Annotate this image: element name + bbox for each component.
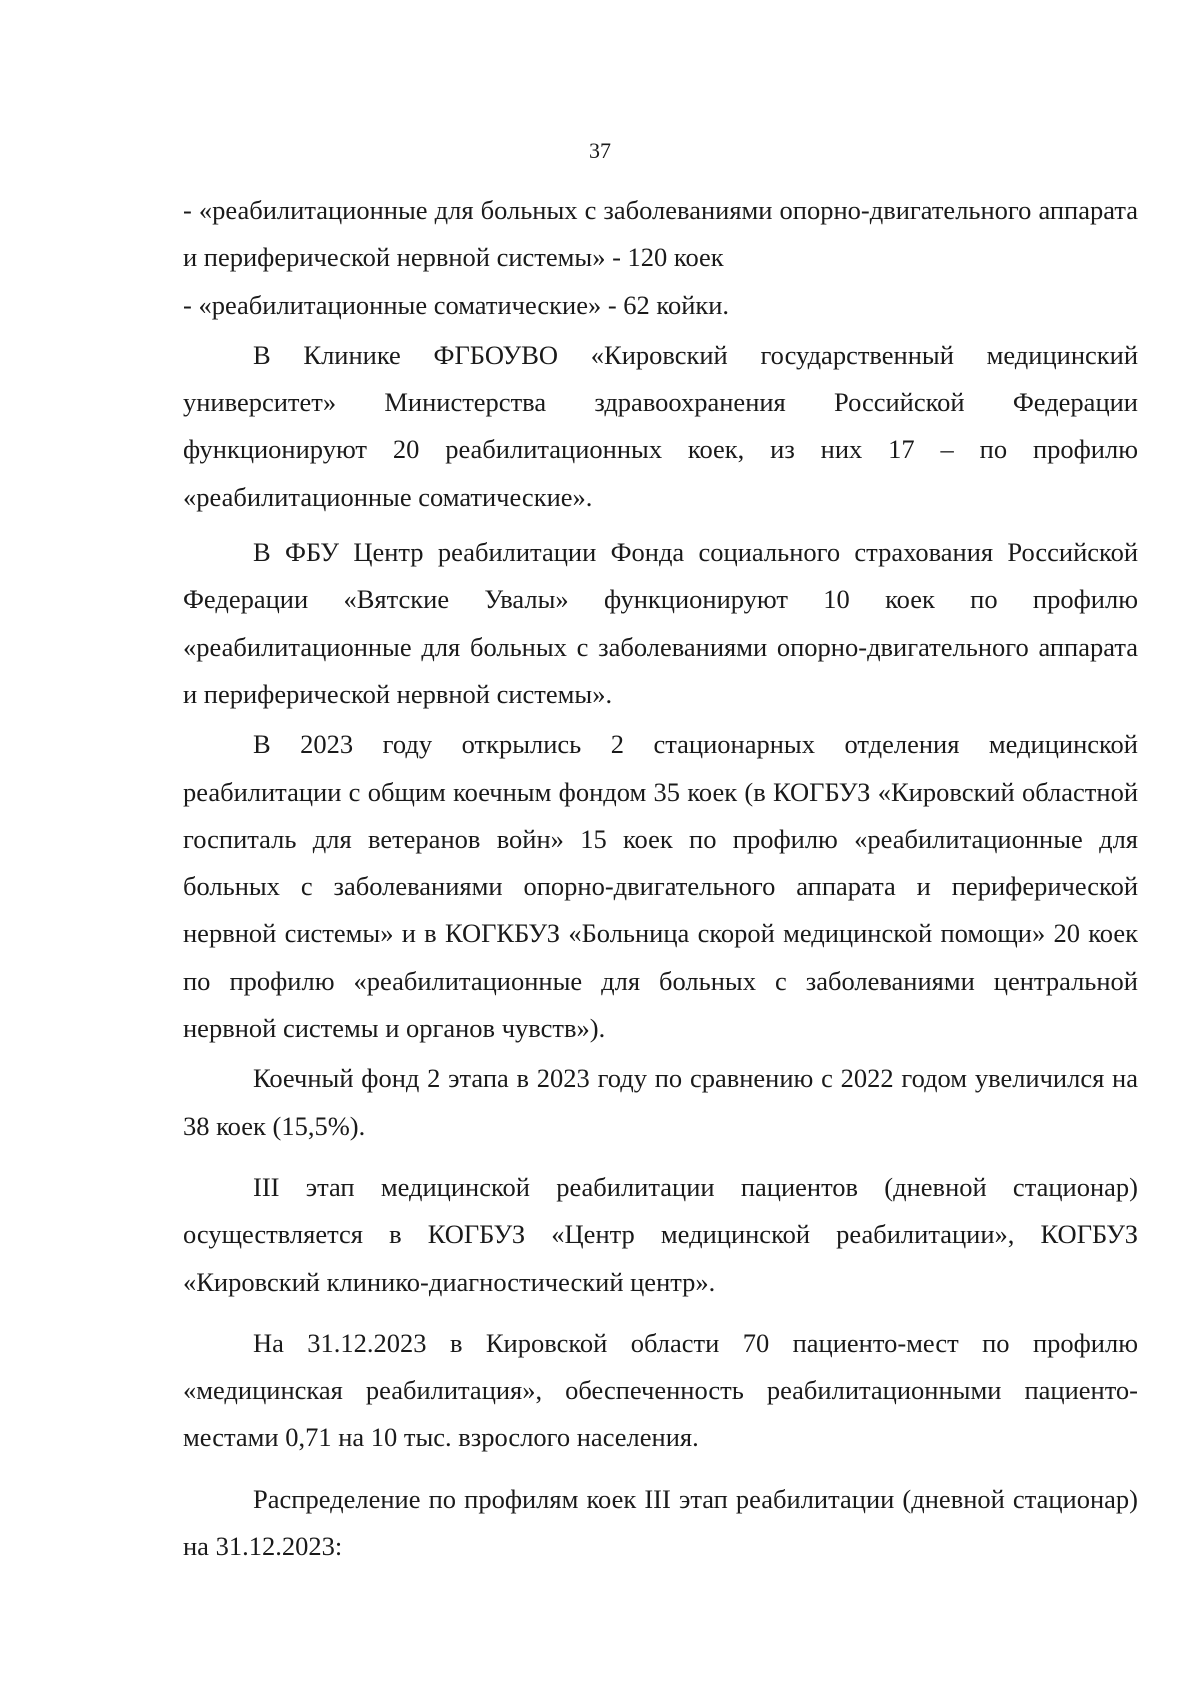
list-item-paragraph: - «реабилитационные соматические» - 62 койки. (183, 289, 730, 320)
body-paragraph: На 31.12.2023 в Кировской области 70 пациенто-мест по профилю «медицинская реабилитация», обеспеченность реабилитационными пациенто-местами 0,71 на 10 тыс. взрослого населения. (183, 1327, 1138, 1453)
list-item-paragraph: - «реабилитационные для больных с заболеваниями опорно-двигательного аппарата и периферической нервной системы» - 120 коек (183, 195, 1138, 273)
body-paragraph: Распределение по профилям коек III этап реабилитации (дневной стационар) на 31.12.2023: (183, 1483, 1138, 1562)
body-paragraph: В ФБУ Центр реабилитации Фонда социального страхования Российской Федерации «Вятские Увалы» функционируют 10 коек по профилю «реабилитационные для больных с заболеваниями опорно-двигательного аппарата и периферической нервной системы». (183, 537, 1138, 709)
body-paragraph: В Клинике ФГБОУВО «Кировский государственный медицинский университет» Министерства здравоохранения Российской Федерации функционируют 20 реабилитационных коек, из них 17 – по профилю «реабилитационные соматические». (183, 339, 1138, 512)
body-paragraph: III этап медицинской реабилитации пациентов (дневной стационар) осуществляется в КОГБУЗ «Центр медицинской реабилитации», КОГБУЗ «Кировский клинико-диагностический центр». (183, 1171, 1138, 1297)
body-paragraph: В 2023 году открылись 2 стационарных отделения медицинской реабилитации с общим коечным фондом 35 коек (в КОГБУЗ «Кировский областной госпиталь для ветеранов войн» 15 коек по профилю «реабилитационные для больных с заболеваниями опорно-двигательного аппарата и периферической нервной системы» и в КОГКБУЗ «Больница скорой медицинской помощи» 20 коек по профилю «реабилитационные для больных с заболеваниями центральной нервной системы и органов чувств»). (183, 729, 1138, 1044)
document-body (183, 187, 1138, 1570)
body-paragraph: Коечный фонд 2 этапа в 2023 году по сравнению с 2022 годом увеличился на 38 коек (15,5%). (183, 1063, 1138, 1141)
page-number: 37 (589, 138, 611, 163)
